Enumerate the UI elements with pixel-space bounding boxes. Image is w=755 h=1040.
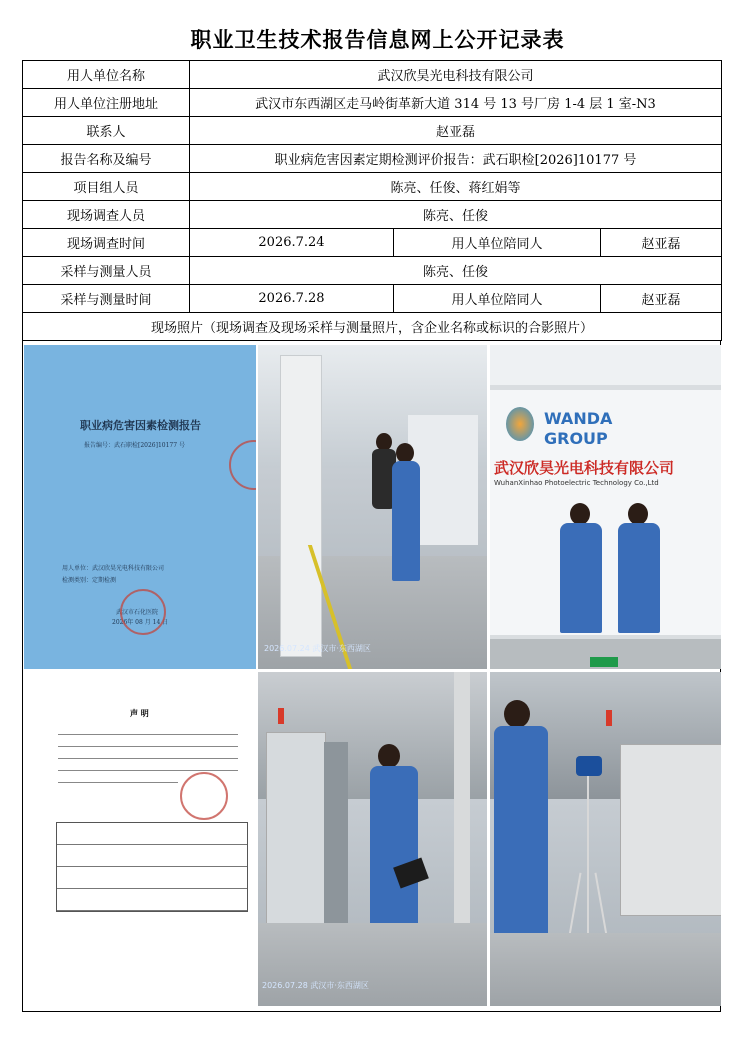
statement-heading: 声 明	[130, 708, 149, 718]
logo-brand-top: WANDA	[544, 409, 613, 428]
escort-value: 赵亚磊	[601, 229, 722, 257]
company-name-en: WuhanXinhao Photoelectric Technology Co.,Ltd	[494, 479, 659, 487]
survey-photo-aisle	[258, 345, 487, 669]
row-label: 联系人	[23, 117, 190, 145]
seal-icon	[229, 440, 256, 490]
row-label: 项目组人员	[23, 173, 190, 201]
sampling-photo-tripod	[490, 672, 721, 1006]
report-value: 职业病危害因素定期检测评价报告：武石职检[2026]10177 号	[190, 145, 722, 173]
row-label: 用人单位注册地址	[23, 89, 190, 117]
table-row	[23, 285, 722, 313]
seal-icon	[120, 589, 166, 635]
signature-table	[56, 822, 248, 912]
logo-wall-photo	[490, 345, 721, 669]
contact-value: 赵亚磊	[190, 117, 722, 145]
table-row	[23, 117, 722, 145]
table-row	[23, 257, 722, 285]
exit-sign-icon	[590, 657, 618, 667]
row-label: 采样与测量人员	[23, 257, 190, 285]
survey-time-value: 2026.7.24	[190, 229, 394, 257]
photo-timestamp: 2026.07.28 武汉市·东西湖区	[262, 981, 369, 990]
row-label: 用人单位名称	[23, 61, 190, 89]
photos-header: 现场照片（现场调查及现场采样与测量照片，含企业名称或标识的合影照片）	[23, 313, 722, 341]
cover-number: 报告编号：武石职检[2026]10177 号	[84, 442, 185, 449]
cover-type: 检测类别：定期检测	[62, 577, 117, 584]
row-label: 报告名称及编号	[23, 145, 190, 173]
cover-title: 职业病危害因素检测报告	[80, 419, 201, 432]
report-cover-photo	[24, 345, 256, 669]
sampling-photo-equipment	[258, 672, 487, 1006]
cover-date: 2026年 08 月 14 日	[112, 619, 169, 626]
seal-icon	[180, 772, 228, 820]
employer-address-value: 武汉市东西湖区走马岭街革新大道 314 号 13 号厂房 1-4 层 1 室-N3	[190, 89, 722, 117]
escort-label: 用人单位陪同人	[394, 285, 601, 313]
sampling-time-value: 2026.7.28	[190, 285, 394, 313]
survey-staff-value: 陈亮、任俊	[190, 201, 722, 229]
statement-photo	[30, 676, 256, 1006]
wanda-logo-icon	[506, 407, 534, 441]
cover-org: 武汉市石化医院	[116, 609, 159, 616]
table-row	[23, 313, 722, 341]
escort-value: 赵亚磊	[601, 285, 722, 313]
row-label: 现场调查人员	[23, 201, 190, 229]
employer-name-value: 武汉欣昊光电科技有限公司	[190, 61, 722, 89]
table-row	[23, 229, 722, 257]
escort-label: 用人单位陪同人	[394, 229, 601, 257]
team-value: 陈亮、任俊、蒋红娟等	[190, 173, 722, 201]
table-row	[23, 201, 722, 229]
photo-timestamp: 2026.07.24 武汉市·东西湖区	[264, 644, 371, 653]
row-label: 采样与测量时间	[23, 285, 190, 313]
table-row	[23, 173, 722, 201]
row-label: 现场调查时间	[23, 229, 190, 257]
logo-brand-bottom: GROUP	[544, 429, 608, 448]
table-row	[23, 145, 722, 173]
company-name-cn: 武汉欣昊光电科技有限公司	[494, 459, 675, 477]
info-table	[22, 60, 722, 341]
table-row	[23, 61, 722, 89]
sampling-instrument-icon	[576, 756, 602, 776]
cover-employer: 用人单位：武汉欣昊光电科技有限公司	[62, 565, 165, 572]
sampling-staff-value: 陈亮、任俊	[190, 257, 722, 285]
table-row	[23, 89, 722, 117]
page-title: 职业卫生技术报告信息网上公开记录表	[190, 27, 565, 52]
